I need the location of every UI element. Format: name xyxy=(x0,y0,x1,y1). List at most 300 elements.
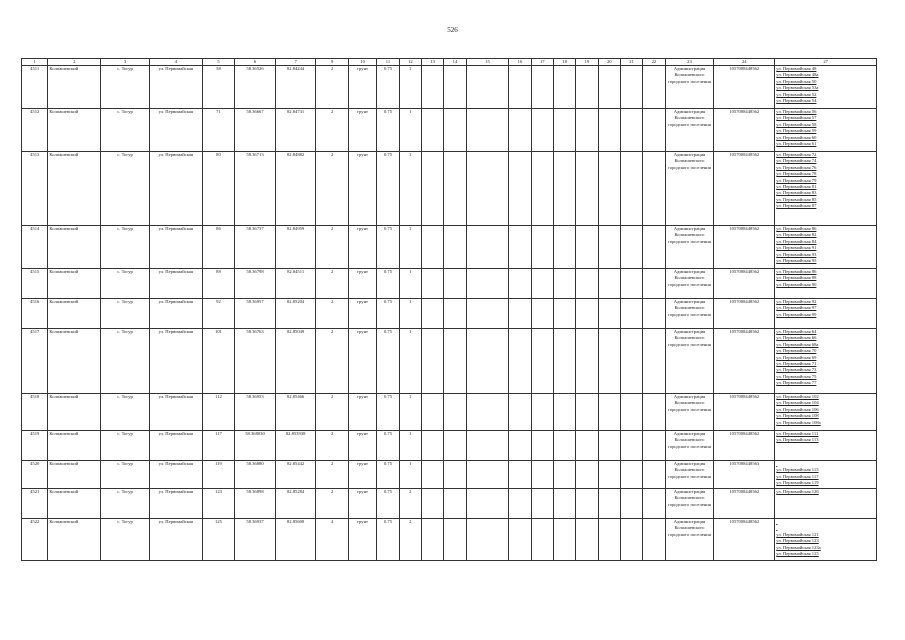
table-cell: 0.75 xyxy=(377,519,399,561)
table-cell: ул. Первомайская xyxy=(149,299,202,329)
address-line: ул. Первомайская 95 xyxy=(776,258,817,264)
table-cell xyxy=(576,299,598,329)
table-cell: ул. Первомайская xyxy=(149,461,202,489)
address-line: ул. Первомайская 121 xyxy=(776,531,819,537)
table-cell xyxy=(576,109,598,152)
table-cell xyxy=(444,461,466,489)
table-cell: 2 xyxy=(399,489,421,519)
table-cell: 58.36937 xyxy=(235,519,276,561)
table-cell: 2 xyxy=(316,109,348,152)
table-cell xyxy=(620,461,642,489)
table-cell: 58.36763 xyxy=(235,329,276,394)
address-line: ул. Первомайская 79 xyxy=(776,177,817,183)
column-header: 20 xyxy=(598,59,620,66)
table-cell: 4513 xyxy=(22,152,48,226)
table-cell xyxy=(421,299,443,329)
table-cell: ул. Первомайская xyxy=(149,269,202,299)
table-cell xyxy=(620,152,642,226)
table-cell xyxy=(620,299,642,329)
table-cell: с. Тогур xyxy=(101,431,150,461)
table-row xyxy=(22,269,877,299)
address-line: ул. Первомайская 91 xyxy=(776,245,817,251)
table-cell: Колпашевский xyxy=(48,109,101,152)
table-cell: Администрация Колпашевского городского поселения xyxy=(665,431,714,461)
address-line: ул. Первомайская 93 xyxy=(776,251,817,257)
table-cell: грунт xyxy=(348,461,376,489)
table-cell xyxy=(643,269,665,299)
table-cell: 1 xyxy=(399,299,421,329)
table-row xyxy=(22,152,877,226)
address-line: ул. Первомайская 64 xyxy=(776,329,817,334)
address-line: ул. Первомайская 106 xyxy=(776,406,819,412)
table-cell: 58.368030 xyxy=(235,431,276,461)
table-cell: Колпашевский xyxy=(48,394,101,431)
table-cell xyxy=(598,226,620,269)
table-cell: 0.75 xyxy=(377,489,399,519)
column-header: 27 xyxy=(775,59,877,66)
address-list-cell xyxy=(775,109,877,152)
table-cell xyxy=(531,461,553,489)
column-header: 13 xyxy=(421,59,443,66)
address-list-cell xyxy=(775,431,877,461)
table-cell: 4521 xyxy=(22,489,48,519)
table-cell: 58.36667 xyxy=(235,109,276,152)
table-cell xyxy=(444,431,466,461)
table-cell xyxy=(598,329,620,394)
table-cell xyxy=(466,431,509,461)
table-cell: 2 xyxy=(316,152,348,226)
table-cell: 58.36713 xyxy=(235,152,276,226)
table-cell: ул. Первомайская xyxy=(149,226,202,269)
table-cell xyxy=(444,152,466,226)
table-cell xyxy=(421,269,443,299)
table-cell xyxy=(509,461,531,489)
table-cell: 86 xyxy=(202,226,234,269)
table-cell: 1 xyxy=(399,461,421,489)
table-cell xyxy=(553,489,575,519)
table-cell xyxy=(444,226,466,269)
table-cell xyxy=(598,489,620,519)
address-line: ул. Первомайская 92 xyxy=(776,299,817,304)
column-header: 16 xyxy=(509,59,531,66)
table-cell: Колпашевский xyxy=(48,329,101,394)
table-cell xyxy=(643,431,665,461)
address-line: ул. Первомайская 113 xyxy=(776,437,819,443)
column-header: 9 xyxy=(316,59,348,66)
table-cell: 1057008448562 xyxy=(714,329,775,394)
table-cell xyxy=(620,431,642,461)
table-cell xyxy=(421,519,443,561)
column-header: 24 xyxy=(714,59,775,66)
table-cell xyxy=(643,299,665,329)
table-cell: Колпашевский xyxy=(48,66,101,109)
table-cell: 82.84511 xyxy=(275,269,316,299)
address-line: ул. Первомайская 69 xyxy=(776,354,817,360)
table-cell: 92 xyxy=(202,299,234,329)
address-line: ул. Первомайская 104 xyxy=(776,400,819,406)
table-row xyxy=(22,109,877,152)
table-cell xyxy=(620,394,642,431)
table-cell: 4518 xyxy=(22,394,48,431)
table-cell xyxy=(531,329,553,394)
table-row xyxy=(22,394,877,431)
table-cell xyxy=(598,519,620,561)
table-cell xyxy=(576,269,598,299)
table-cell xyxy=(421,66,443,109)
table-cell xyxy=(466,152,509,226)
address-list-cell xyxy=(775,519,877,561)
table-cell: Администрация Колпашевского городского поселения xyxy=(665,299,714,329)
address-line: ул. Первомайская 58 xyxy=(776,121,817,127)
table-cell xyxy=(421,226,443,269)
column-header: 10 xyxy=(348,59,376,66)
address-line: ул. Первомайская 84 xyxy=(776,238,817,244)
table-cell: грунт xyxy=(348,329,376,394)
table-cell: 58.36798 xyxy=(235,269,276,299)
table-cell: 1 xyxy=(399,269,421,299)
table-cell: 82.84244 xyxy=(275,66,316,109)
table-cell: 82.85600 xyxy=(275,519,316,561)
table-cell xyxy=(509,431,531,461)
table-cell xyxy=(444,269,466,299)
table-cell: Администрация Колпашевского городского поселения xyxy=(665,461,714,489)
address-line: ул. Первомайская 82 xyxy=(776,232,817,238)
table-cell xyxy=(643,66,665,109)
table-cell xyxy=(466,269,509,299)
table-cell: 1057008448562 xyxy=(714,394,775,431)
table-cell: Администрация Колпашевского городского поселения xyxy=(665,329,714,394)
table-cell xyxy=(444,329,466,394)
table-cell: с. Тогур xyxy=(101,269,150,299)
address-line: ул. Первомайская 108а xyxy=(776,419,821,425)
table-cell xyxy=(444,519,466,561)
table-cell: 1057008448562 xyxy=(714,269,775,299)
table-cell xyxy=(466,394,509,431)
table-cell xyxy=(598,394,620,431)
table-cell: 1057008448562 xyxy=(714,152,775,226)
table-cell: 0.75 xyxy=(377,299,399,329)
address-line: ул. Первомайская 60 xyxy=(776,134,817,140)
table-cell: грунт xyxy=(348,431,376,461)
address-list-cell xyxy=(775,461,877,489)
table-cell: Колпашевский xyxy=(48,226,101,269)
table-cell xyxy=(444,394,466,431)
table-cell: 2 xyxy=(399,519,421,561)
registry-table xyxy=(21,58,877,561)
table-cell xyxy=(553,299,575,329)
table-cell: 1057008448562 xyxy=(714,226,775,269)
table-cell xyxy=(620,519,642,561)
table-cell xyxy=(620,109,642,152)
table-cell xyxy=(531,394,553,431)
table-cell: 4516 xyxy=(22,299,48,329)
table-cell: 1057008448562 xyxy=(714,519,775,561)
table-cell xyxy=(576,394,598,431)
column-header: 6 xyxy=(235,59,276,66)
table-cell: ул. Первомайская xyxy=(149,519,202,561)
address-line: ул. Первомайская 73 xyxy=(776,367,817,373)
table-cell: 4514 xyxy=(22,226,48,269)
table-cell xyxy=(553,226,575,269)
table-cell: 58.36957 xyxy=(235,299,276,329)
table-cell: Колпашевский xyxy=(48,299,101,329)
table-cell: Администрация Колпашевского городского поселения xyxy=(665,152,714,226)
table-cell xyxy=(466,329,509,394)
table-cell: грунт xyxy=(348,226,376,269)
address-line: ул. Первомайская 97 xyxy=(776,305,817,311)
table-cell: 58.36737 xyxy=(235,226,276,269)
address-line: ул. Первомайская 81 xyxy=(776,184,817,190)
column-header: 17 xyxy=(531,59,553,66)
table-cell xyxy=(620,269,642,299)
table-cell xyxy=(553,519,575,561)
table-cell: ул. Первомайская xyxy=(149,489,202,519)
table-cell xyxy=(576,226,598,269)
table-cell: 4512 xyxy=(22,109,48,152)
table-cell: 1 xyxy=(399,329,421,394)
table-cell xyxy=(421,431,443,461)
address-line: ул. Первомайская 74 xyxy=(776,158,817,164)
table-cell: 4 xyxy=(316,519,348,561)
table-cell xyxy=(531,109,553,152)
table-cell: Администрация Колпашевского городского поселения xyxy=(665,519,714,561)
table-cell xyxy=(531,152,553,226)
table-cell xyxy=(466,299,509,329)
column-header: 1 xyxy=(22,59,48,66)
table-cell xyxy=(598,431,620,461)
table-cell: 4511 xyxy=(22,66,48,109)
address-line: ул. Первомайская 50 xyxy=(776,78,817,84)
table-cell xyxy=(466,461,509,489)
table-cell: Администрация Колпашевского городского поселения xyxy=(665,109,714,152)
table-cell: ул. Первомайская xyxy=(149,329,202,394)
address-list-cell xyxy=(775,299,877,329)
table-row xyxy=(22,66,877,109)
table-cell: 82.85049 xyxy=(275,329,316,394)
address-list-cell xyxy=(775,66,877,109)
table-cell xyxy=(598,461,620,489)
column-header: 18 xyxy=(553,59,575,66)
table-cell xyxy=(531,299,553,329)
column-header: 3 xyxy=(101,59,150,66)
table-cell: 0.75 xyxy=(377,394,399,431)
table-cell: 112 xyxy=(202,394,234,431)
address-line: ул. Первомайская 66 xyxy=(776,335,817,341)
page-number: 526 xyxy=(447,26,458,34)
table-cell xyxy=(643,394,665,431)
address-line: ул. Первомайская 117 xyxy=(776,473,819,479)
column-header: 12 xyxy=(399,59,421,66)
table-cell: 0.75 xyxy=(377,109,399,152)
table-cell xyxy=(553,461,575,489)
column-header: 14 xyxy=(444,59,466,66)
address-line: ул. Первомайская 56 xyxy=(776,109,817,114)
table-cell xyxy=(576,329,598,394)
table-cell xyxy=(531,489,553,519)
table-cell: Администрация Колпашевского городского поселения xyxy=(665,489,714,519)
table-cell xyxy=(509,152,531,226)
table-cell: с. Тогур xyxy=(101,109,150,152)
table-cell: грунт xyxy=(348,299,376,329)
table-cell: 1 xyxy=(399,431,421,461)
table-cell: 2 xyxy=(316,226,348,269)
address-line: ул. Первомайская 76 xyxy=(776,164,817,170)
table-cell: 58 xyxy=(202,66,234,109)
table-cell xyxy=(553,269,575,299)
table-cell xyxy=(643,329,665,394)
table-cell xyxy=(620,226,642,269)
address-line: ул. Первомайская 52 xyxy=(776,91,817,97)
table-cell xyxy=(576,152,598,226)
column-header: 4 xyxy=(149,59,202,66)
column-header: 7 xyxy=(275,59,316,66)
table-cell: 2 xyxy=(316,394,348,431)
table-cell: 2 xyxy=(316,489,348,519)
table-cell: 4515 xyxy=(22,269,48,299)
table-cell: 2 xyxy=(316,431,348,461)
table-cell xyxy=(598,66,620,109)
address-line: ул. Первомайская 88 xyxy=(776,275,817,281)
table-cell: с. Тогур xyxy=(101,329,150,394)
table-cell: Колпашевский xyxy=(48,269,101,299)
table-cell xyxy=(598,152,620,226)
table-cell xyxy=(598,269,620,299)
address-line: ул. Первомайская 78 xyxy=(776,171,817,177)
table-cell: 0.75 xyxy=(377,461,399,489)
table-cell: 0.75 xyxy=(377,226,399,269)
address-line: ул. Первомайская 126 xyxy=(776,489,819,494)
table-row xyxy=(22,519,877,561)
table-cell xyxy=(509,299,531,329)
table-cell: 2 xyxy=(316,66,348,109)
table-cell: 1057008448563 xyxy=(714,461,775,489)
table-cell: 4522 xyxy=(22,519,48,561)
table-cell: Колпашевский xyxy=(48,152,101,226)
table-cell: 1057008448562 xyxy=(714,109,775,152)
table-cell xyxy=(509,269,531,299)
address-list-cell xyxy=(775,226,877,269)
address-line: ул. Первомайская 90 xyxy=(776,281,817,287)
table-cell: 82.84959 xyxy=(275,226,316,269)
table-cell xyxy=(421,329,443,394)
address-line: ул. Первомайская 48а xyxy=(776,72,819,78)
address-line: ул. Первомайская 85 xyxy=(776,196,817,202)
table-cell: грунт xyxy=(348,269,376,299)
table-cell: 125 xyxy=(202,519,234,561)
table-cell: 82.84882 xyxy=(275,152,316,226)
table-cell xyxy=(553,329,575,394)
address-line: ул. Первомайская 115 xyxy=(776,467,819,473)
table-cell xyxy=(598,109,620,152)
table-cell xyxy=(576,66,598,109)
address-line: ул. Первомайская 48 xyxy=(776,66,817,71)
address-line: ул. Первомайская 57 xyxy=(776,115,817,121)
table-row xyxy=(22,299,877,329)
table-cell xyxy=(421,152,443,226)
table-cell: 71 xyxy=(202,109,234,152)
table-cell xyxy=(509,226,531,269)
table-cell: 82.85466 xyxy=(275,394,316,431)
table-cell xyxy=(444,109,466,152)
column-header: 15 xyxy=(466,59,509,66)
table-cell xyxy=(553,66,575,109)
table-cell: 82.85204 xyxy=(275,299,316,329)
table-cell: 58.36526 xyxy=(235,66,276,109)
address-list-cell xyxy=(775,269,877,299)
table-cell xyxy=(643,109,665,152)
column-header: 5 xyxy=(202,59,234,66)
table-cell: ул. Первомайская xyxy=(149,431,202,461)
table-cell: 4517 xyxy=(22,329,48,394)
table-cell: 82.85442 xyxy=(275,461,316,489)
table-cell: 2 xyxy=(316,329,348,394)
table-cell: Администрация Колпашевского городского поселения xyxy=(665,226,714,269)
table-cell: ул. Первомайская xyxy=(149,66,202,109)
table-cell xyxy=(421,109,443,152)
table-cell: с. Тогур xyxy=(101,489,150,519)
table-cell: Администрация Колпашевского городского поселения xyxy=(665,269,714,299)
table-cell xyxy=(553,394,575,431)
table-cell: ул. Первомайская xyxy=(149,152,202,226)
table-cell: 1057008448562 xyxy=(714,431,775,461)
table-cell: 1057008448562 xyxy=(714,66,775,109)
table-cell xyxy=(553,109,575,152)
address-list-cell xyxy=(775,152,877,226)
address-line: ул. Первомайская 123 xyxy=(776,538,819,544)
table-cell: грунт xyxy=(348,519,376,561)
table-cell xyxy=(576,519,598,561)
address-line: ул. Первомайская 77 xyxy=(776,380,817,386)
table-cell: грунт xyxy=(348,489,376,519)
address-line: ул. Первомайская 72 xyxy=(776,152,817,157)
column-header: 11 xyxy=(377,59,399,66)
address-line: ул. Первомайская 86 xyxy=(776,226,817,231)
table-cell: 1 xyxy=(399,394,421,431)
address-list-cell xyxy=(775,489,877,519)
address-line: ул. Первомайская 119 xyxy=(776,480,819,486)
table-cell: 2 xyxy=(316,461,348,489)
table-cell xyxy=(576,461,598,489)
table-cell xyxy=(509,394,531,431)
table-cell xyxy=(531,431,553,461)
table-cell xyxy=(466,109,509,152)
table-cell xyxy=(531,226,553,269)
table-cell xyxy=(643,461,665,489)
column-header: 22 xyxy=(643,59,665,66)
address-line: ул. Первомайская 102 xyxy=(776,394,819,399)
table-cell xyxy=(509,489,531,519)
table-cell xyxy=(620,66,642,109)
table-cell: грунт xyxy=(348,66,376,109)
table-cell xyxy=(620,489,642,519)
address-line: ул. Первомайская 108 xyxy=(776,413,819,419)
address-line: ул. Первомайская 123а xyxy=(776,544,821,550)
table-cell: 58.36880 xyxy=(235,461,276,489)
table-cell: 58.36953 xyxy=(235,394,276,431)
table-cell: 1 xyxy=(399,152,421,226)
table-cell xyxy=(466,226,509,269)
header-row xyxy=(22,59,877,66)
table-cell xyxy=(466,489,509,519)
table-cell xyxy=(598,299,620,329)
table-cell xyxy=(466,519,509,561)
address-line: ул. Первомайская 54 xyxy=(776,98,817,104)
column-header: 21 xyxy=(620,59,642,66)
table-cell: с. Тогур xyxy=(101,519,150,561)
table-cell: ул. Первомайская xyxy=(149,109,202,152)
table-cell: грунт xyxy=(348,394,376,431)
table-cell: 0.75 xyxy=(377,66,399,109)
